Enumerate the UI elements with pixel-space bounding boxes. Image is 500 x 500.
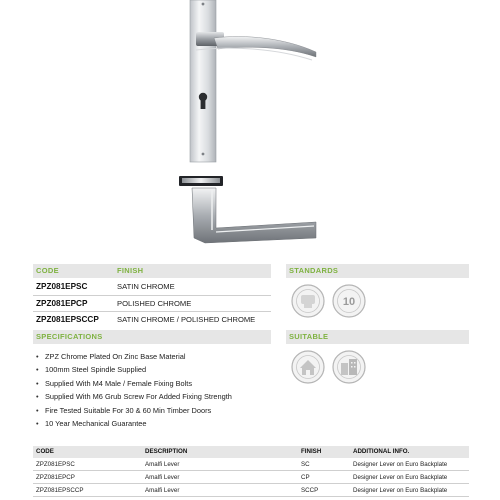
- table-row: [33, 459, 469, 471]
- product-code: ZPZ081EPCP: [36, 299, 88, 308]
- spec-item: • 10 Year Mechanical Guarantee: [36, 417, 276, 430]
- spec-item: • Supplied With M4 Male / Female Fixing Bolts: [36, 377, 276, 390]
- guarantee-years: 10: [342, 296, 356, 308]
- code-column-heading: CODE: [36, 266, 59, 275]
- domestic-house-icon: [290, 349, 326, 385]
- code-finish-header: [33, 264, 271, 278]
- table-row: [33, 485, 469, 497]
- product-code: ZPZ081EPSC: [36, 282, 88, 291]
- product-finish: SATIN CHROME / POLISHED CHROME: [117, 315, 256, 324]
- table-row: [33, 472, 469, 484]
- lower-lever: [179, 176, 316, 243]
- commercial-building-icon: [331, 349, 367, 385]
- table-heading-code: CODE: [36, 448, 54, 455]
- code-row: [33, 296, 271, 311]
- product-code: ZPZ081EPSCCP: [36, 315, 99, 324]
- table-cell: CP: [301, 474, 310, 481]
- table-cell: SC: [301, 461, 310, 468]
- spec-item: • Supplied With M6 Grub Screw For Added Fixing Strength: [36, 390, 276, 403]
- table-heading-finish: FINISH: [301, 448, 322, 455]
- spec-item: • ZPZ Chrome Plated On Zinc Base Material: [36, 350, 276, 363]
- spec-item: • Fire Tested Suitable For 30 & 60 Min Timber Doors: [36, 404, 276, 417]
- table-cell: SCCP: [301, 487, 319, 494]
- table-cell: Amalfi Lever: [145, 461, 180, 468]
- table-heading-additional-info: ADDITIONAL INFO.: [353, 448, 410, 455]
- table-cell: ZPZ081EPSC: [36, 461, 75, 468]
- table-cell: Amalfi Lever: [145, 487, 180, 494]
- suitable-title: SUITABLE: [289, 332, 329, 341]
- product-finish: SATIN CHROME: [117, 282, 175, 291]
- specifications-list: [36, 350, 276, 430]
- standards-header: [286, 264, 469, 278]
- specifications-header: [33, 330, 271, 344]
- table-cell: Designer Lever on Euro Backplate: [353, 487, 448, 494]
- table-cell: Designer Lever on Euro Backplate: [353, 474, 448, 481]
- table-heading-description: DESCRIPTION: [145, 448, 188, 455]
- standards-title: STANDARDS: [289, 266, 339, 275]
- spec-item: • 100mm Steel Spindle Supplied: [36, 363, 276, 376]
- code-row: [33, 279, 271, 294]
- suitable-header: [286, 330, 469, 344]
- finish-column-heading: FINISH: [117, 266, 144, 275]
- backplate: [190, 0, 216, 162]
- table-cell: Amalfi Lever: [145, 474, 180, 481]
- table-cell: ZPZ081EPCP: [36, 474, 75, 481]
- bs-en-1906-icon: [290, 283, 326, 319]
- specifications-title: SPECIFICATIONS: [36, 332, 103, 341]
- table-cell: ZPZ081EPSCCP: [36, 487, 84, 494]
- product-table-header: [33, 446, 469, 458]
- 10-year-guarantee-icon: [331, 283, 367, 319]
- table-cell: Designer Lever on Euro Backplate: [353, 461, 448, 468]
- code-row: [33, 312, 271, 327]
- product-finish: POLISHED CHROME: [117, 299, 192, 308]
